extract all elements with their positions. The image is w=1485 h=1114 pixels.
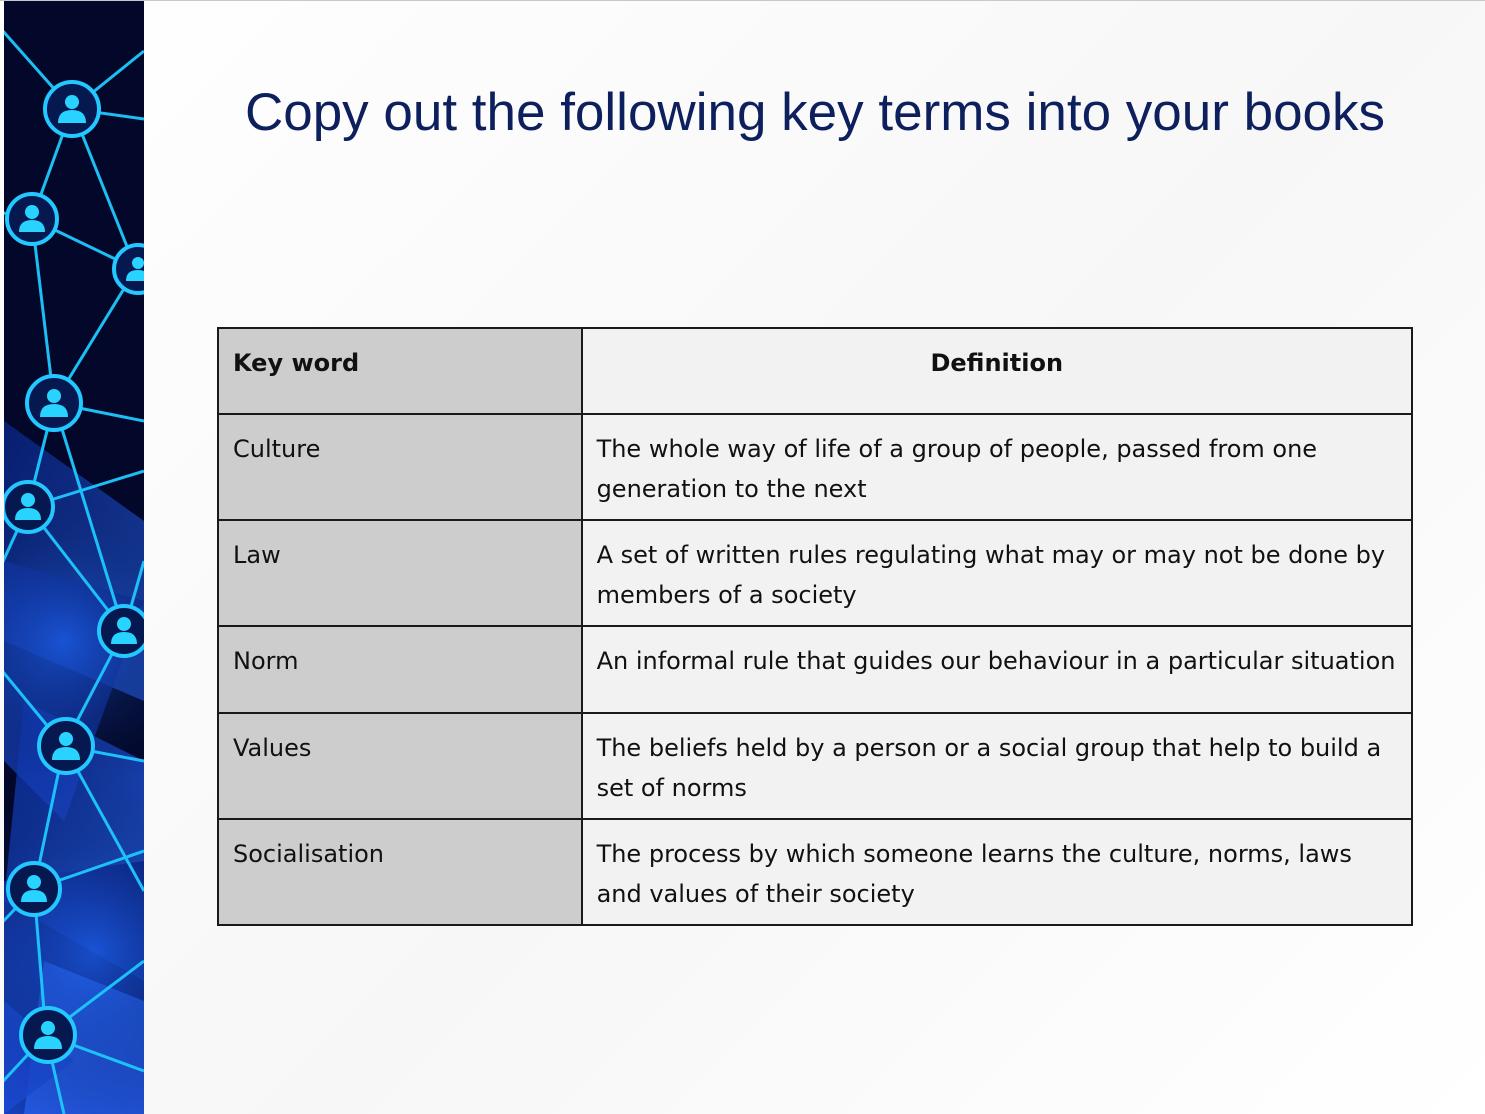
definition-cell: The whole way of life of a group of people, passed from one generation to the next [582,414,1412,520]
table-row [218,626,1412,713]
key-word-cell: Culture [218,414,582,520]
table-row [218,713,1412,819]
table-row [218,819,1412,925]
table-row [218,520,1412,626]
definition-cell: A set of written rules regulating what may or may not be done by members of a society [582,520,1412,626]
key-word-cell: Norm [218,626,582,713]
key-terms-table [217,327,1413,926]
definition-cell: An informal rule that guides our behaviour in a particular situation [582,626,1412,713]
key-word-cell: Values [218,713,582,819]
top-divider [0,0,1485,1]
slide-title: Copy out the following key terms into your books [244,83,1386,142]
people-network-icon [4,1,144,1114]
header-definition: Definition [582,328,1412,414]
key-word-cell: Socialisation [218,819,582,925]
definition-cell: The process by which someone learns the culture, norms, laws and values of their society [582,819,1412,925]
definition-cell: The beliefs held by a person or a social group that help to build a set of norms [582,713,1412,819]
header-key-word: Key word [218,328,582,414]
table-row [218,414,1412,520]
table-header-row [218,328,1412,414]
side-network-graphic [4,1,144,1114]
key-word-cell: Law [218,520,582,626]
